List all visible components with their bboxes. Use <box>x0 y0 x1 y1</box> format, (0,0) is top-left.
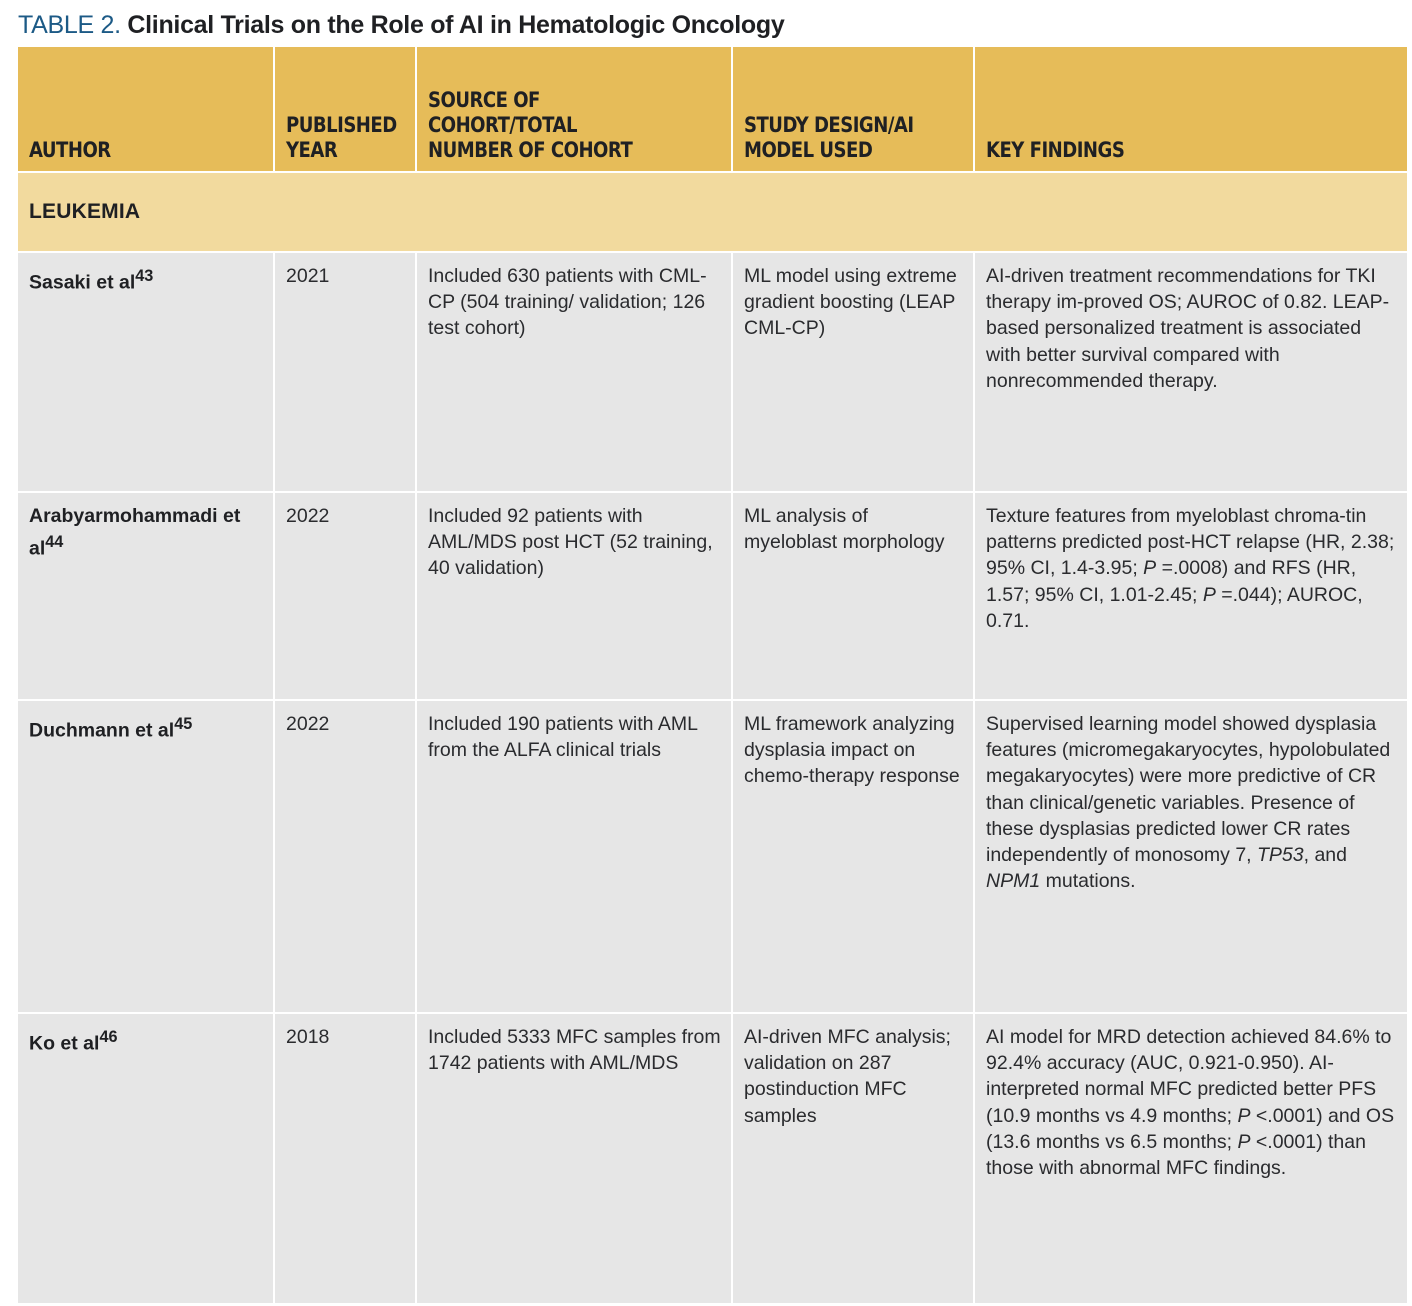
header-author: AUTHOR <box>18 47 273 171</box>
table-row-2-year: 2022 <box>275 493 415 699</box>
table-row-1-cohort: Included 630 patients with CML-CP (504 training/ validation; 126 test cohort) <box>417 253 731 491</box>
table-row-3-year: 2022 <box>275 701 415 1012</box>
table-row-3-cohort: Included 190 patients with AML from the ALFA clinical trials <box>417 701 731 1012</box>
reference-superscript: 44 <box>45 533 64 552</box>
table-title: Clinical Trials on the Role of AI in Hematologic Oncology <box>127 11 785 39</box>
reference-superscript: 43 <box>135 267 154 285</box>
table-row-1-year: 2021 <box>275 253 415 491</box>
clinical-trials-table <box>18 47 1403 1299</box>
table-label: TABLE 2. <box>18 11 121 39</box>
table-row-2-cohort: Included 92 patients with AML/MDS post HCT (52 training, 40 validation) <box>417 493 731 699</box>
table-row-4-design: AI-driven MFC analysis; validation on 287 postinduction MFC samples <box>733 1014 973 1303</box>
table-row-2-author: Arabyarmohammadi et $al^{44}$ <box>18 493 273 699</box>
header-published-year: PUBLISHED YEAR <box>275 47 415 171</box>
header-study-design: STUDY DESIGN/AI MODEL USED <box>733 47 973 171</box>
table-row-2-design: ML analysis of myeloblast morphology <box>733 493 973 699</box>
table-row-1-design: ML model using extreme gradient boosting (LEAP CML-CP) <box>733 253 973 491</box>
section-header-leukemia: LEUKEMIA <box>18 173 1407 251</box>
header-cohort: SOURCE OF COHORT/TOTAL NUMBER OF COHORT <box>417 47 731 171</box>
table-row-4-author: Ko et $al^{46}$ <box>18 1014 273 1303</box>
table-row-1-author: Sasaki et $al^{43}$ <box>18 253 273 491</box>
table-caption <box>18 8 784 42</box>
reference-superscript: 45 <box>174 715 193 733</box>
table-row-4-year: 2018 <box>275 1014 415 1303</box>
table-row-3-findings: Supervised learning model showed dysplasia features (micromegakaryocytes, hypolobulated megakaryocytes) were more predictive of CR than clinical/genetic variables. Presence of these dysplasias predicted lower CR rates independently of monosomy 7, TP53, and NPM1 mutations. <box>975 701 1407 1012</box>
header-key-findings: KEY FINDINGS <box>975 47 1407 171</box>
table-row-3-author: Duchmann et $al^{45}$ <box>18 701 273 1012</box>
reference-superscript: 46 <box>99 1028 118 1046</box>
table-row-4-cohort: Included 5333 MFC samples from 1742 patients with AML/MDS <box>417 1014 731 1303</box>
table-row-4-findings: AI model for MRD detection achieved 84.6% to 92.4% accuracy (AUC, 0.921-0.950). AI-interpreted normal MFC predicted better PFS (10.9 months vs 4.9 months; P <.0001) and OS (13.6 months vs 6.5 months; P <.0001) than those with abnormal MFC findings. <box>975 1014 1407 1303</box>
table-row-3-design: ML framework analyzing dysplasia impact on chemo-therapy response <box>733 701 973 1012</box>
table-row-1-findings: AI-driven treatment recommendations for TKI therapy im-proved OS; AUROC of 0.82. LEAP-based personalized treatment is associated with better survival compared with nonrecommended therapy. <box>975 253 1407 491</box>
table-row-2-findings: Texture features from myeloblast chroma-tin patterns predicted post-HCT relapse (HR, 2.38; 95% CI, 1.4-3.95; P =.0008) and RFS (HR, 1.57; 95% CI, 1.01-2.45; P =.044); AUROC, 0.71. <box>975 493 1407 699</box>
